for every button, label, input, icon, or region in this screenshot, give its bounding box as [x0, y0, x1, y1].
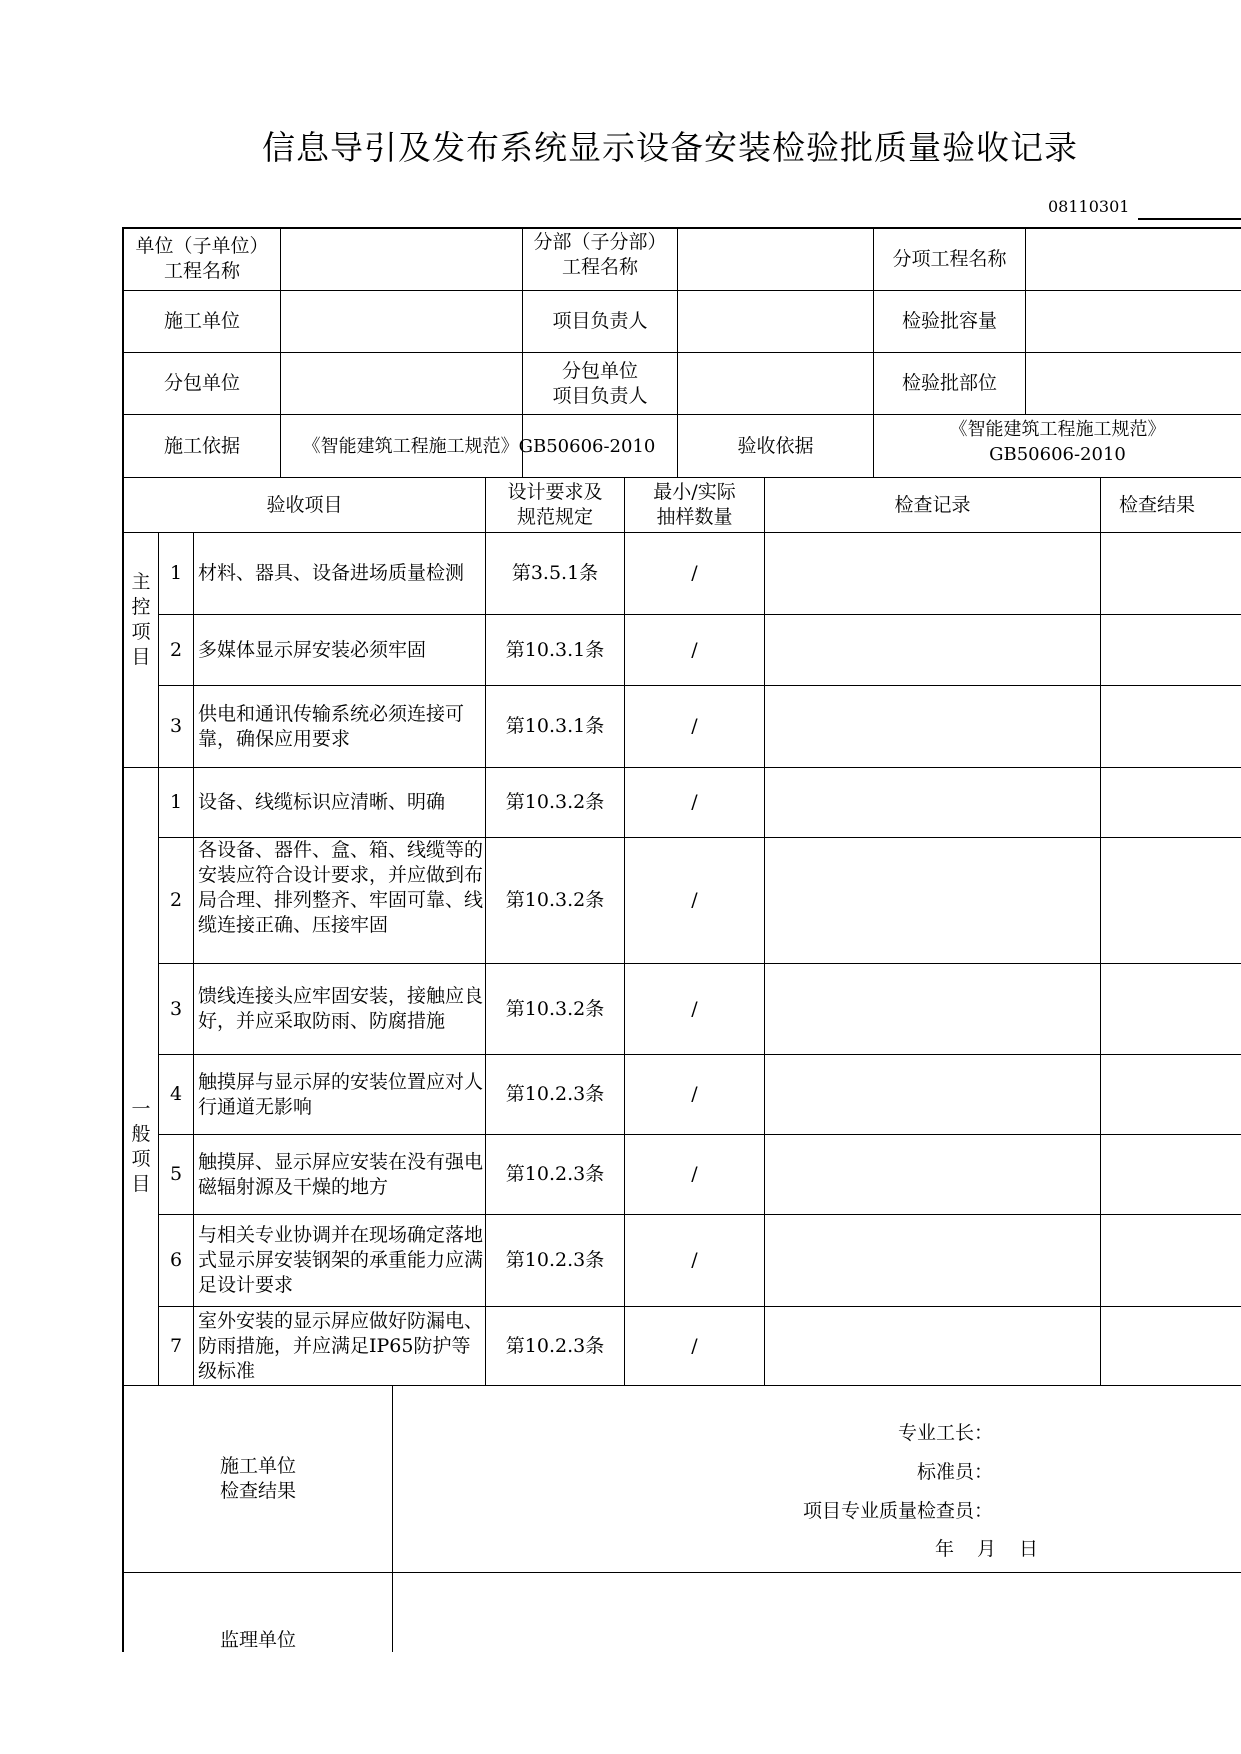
- main-item-1-text: 材料、器具、设备进场质量检测: [198, 562, 465, 584]
- general-item-7-no: 7: [169, 1334, 183, 1357]
- main-item-3-clause: 第10.3.1条: [505, 715, 605, 737]
- main-item-1-result[interactable]: [1101, 533, 1241, 614]
- column-header-item: 验收项目: [266, 493, 343, 516]
- main-item-2-result[interactable]: [1101, 615, 1241, 685]
- general-item-1-sample: /: [691, 791, 698, 813]
- general-item-3-no: 3: [169, 997, 183, 1020]
- general-item-1-clause: 第10.3.2条: [505, 791, 605, 813]
- general-item-2-text: 各设备、器件、盒、箱、线缆等的安装应符合设计要求，并应做到布局合理、排列整齐、牢固可靠、线缆连接正确、压接牢固: [198, 839, 484, 936]
- general-item-7-clause: 第10.2.3条: [505, 1334, 605, 1357]
- general-item-5-clause: 第10.2.3条: [505, 1163, 605, 1185]
- main-item-1-record[interactable]: [765, 533, 1100, 614]
- general-item-6-text: 与相关专业协调并在现场确定落地式显示屏安装钢架的承重能力应满足设计要求: [198, 1224, 484, 1296]
- sub-division-name-label: 分部（子分部） 工程名称: [533, 231, 667, 278]
- general-item-4-record[interactable]: [765, 1055, 1100, 1134]
- project-manager-label: 项目负责人: [552, 310, 648, 332]
- general-item-7-result[interactable]: [1101, 1307, 1241, 1385]
- main-item-2-sample: /: [691, 638, 698, 661]
- acceptance-basis-label: 验收依据: [737, 434, 814, 457]
- acceptance-basis-value: 《智能建筑工程施工规范》 GB50606-2010: [949, 419, 1166, 465]
- unit-project-name-value[interactable]: [281, 228, 522, 290]
- main-item-2-clause: 第10.3.1条: [505, 638, 605, 661]
- sub-manager-label: 分包单位 项目负责人: [552, 359, 648, 407]
- general-item-3-result[interactable]: [1101, 964, 1241, 1054]
- supervision-label: 监理单位: [219, 1628, 296, 1651]
- general-item-1-result[interactable]: [1101, 768, 1241, 837]
- general-item-6-no: 6: [169, 1249, 183, 1271]
- main-item-3-result[interactable]: [1101, 686, 1241, 767]
- batch-location-label: 检验批部位: [901, 372, 997, 394]
- column-header-result: 检查结果: [1119, 493, 1196, 516]
- batch-capacity-value[interactable]: [1026, 291, 1241, 352]
- general-item-5-sample: /: [691, 1163, 698, 1185]
- column-header-design: 设计要求及 规范规定: [507, 481, 603, 528]
- general-item-1-text: 设备、线缆标识应清晰、明确: [198, 791, 446, 813]
- general-item-6-result[interactable]: [1101, 1215, 1241, 1306]
- general-item-2-clause: 第10.3.2条: [505, 889, 605, 911]
- main-item-1-sample: /: [691, 562, 698, 584]
- main-item-1-clause: 第3.5.1条: [511, 562, 599, 584]
- sub-item-name-label: 分项工程名称: [892, 247, 1007, 270]
- date-label: 年 月 日: [934, 1538, 1040, 1560]
- project-manager-value[interactable]: [678, 291, 873, 352]
- general-item-4-sample: /: [691, 1083, 698, 1105]
- general-item-5-no: 5: [169, 1163, 183, 1185]
- form-code: 08110301: [1048, 197, 1130, 216]
- general-item-7-sample: /: [691, 1334, 698, 1357]
- foreman-signature-label: 专业工长：: [897, 1422, 993, 1444]
- page-title: 信息导引及发布系统显示设备安装检验批质量验收记录: [262, 128, 1078, 167]
- sub-item-name-value[interactable]: [1026, 228, 1241, 290]
- general-item-3-sample: /: [691, 997, 698, 1020]
- main-item-2-no: 2: [169, 638, 183, 661]
- main-item-3-sample: /: [691, 715, 698, 737]
- main-control-group-label: 主 控 项 目: [131, 571, 151, 668]
- quality-inspector-signature-label: 项目专业质量检查员：: [802, 1500, 993, 1522]
- general-item-5-record[interactable]: [765, 1135, 1100, 1214]
- general-item-2-no: 2: [169, 889, 183, 911]
- general-item-1-no: 1: [169, 791, 183, 813]
- general-item-3-clause: 第10.3.2条: [505, 997, 605, 1020]
- main-item-3-no: 3: [169, 715, 183, 737]
- main-item-3-record[interactable]: [765, 686, 1100, 767]
- standard-officer-signature-label: 标准员：: [916, 1461, 993, 1483]
- general-item-2-result[interactable]: [1101, 838, 1241, 963]
- general-item-5-result[interactable]: [1101, 1135, 1241, 1214]
- construction-unit-value[interactable]: [281, 291, 522, 352]
- column-header-sample: 最小/实际 抽样数量: [653, 481, 736, 528]
- subcontractor-label: 分包单位: [163, 372, 240, 394]
- general-item-3-record[interactable]: [765, 964, 1100, 1054]
- general-item-6-clause: 第10.2.3条: [505, 1249, 605, 1271]
- construction-basis-label: 施工依据: [163, 434, 240, 457]
- construction-basis-value: 《智能建筑工程施工规范》GB50606-2010: [302, 435, 656, 457]
- general-item-7-text: 室外安装的显示屏应做好防漏电、防雨措施，并应满足IP65防护等级标准: [198, 1309, 484, 1382]
- general-item-2-record[interactable]: [765, 838, 1100, 963]
- general-item-5-text: 触摸屏、显示屏应安装在没有强电磁辐射源及干燥的地方: [198, 1150, 484, 1198]
- batch-location-value[interactable]: [1026, 353, 1241, 414]
- main-item-2-text: 多媒体显示屏安装必须牢固: [198, 638, 427, 661]
- general-item-4-result[interactable]: [1101, 1055, 1241, 1134]
- general-item-4-no: 4: [169, 1083, 183, 1105]
- unit-project-name-label: 单位（子单位） 工程名称: [135, 235, 269, 282]
- general-item-1-record[interactable]: [765, 768, 1100, 837]
- sub-manager-value[interactable]: [678, 353, 873, 414]
- general-item-6-sample: /: [691, 1249, 698, 1271]
- main-item-2-record[interactable]: [765, 615, 1100, 685]
- construction-unit-label: 施工单位: [163, 310, 240, 332]
- subcontractor-value[interactable]: [281, 353, 522, 414]
- general-item-7-record[interactable]: [765, 1307, 1100, 1385]
- general-item-4-text: 触摸屏与显示屏的安装位置应对人行通道无影响: [198, 1070, 484, 1118]
- main-item-1-no: 1: [169, 562, 183, 584]
- general-group-label: 一 般 项 目: [131, 1097, 151, 1195]
- general-item-6-record[interactable]: [765, 1215, 1100, 1306]
- construction-check-label: 施工单位 检查结果: [219, 1455, 296, 1502]
- code-underline: [1138, 218, 1241, 220]
- general-item-4-clause: 第10.2.3条: [505, 1083, 605, 1105]
- batch-capacity-label: 检验批容量: [901, 310, 997, 332]
- general-item-2-sample: /: [691, 889, 698, 911]
- main-item-3-text: 供电和通讯传输系统必须连接可靠，确保应用要求: [198, 702, 465, 750]
- column-header-record: 检查记录: [894, 493, 971, 516]
- sub-division-name-value[interactable]: [678, 228, 873, 290]
- general-item-3-text: 馈线连接头应牢固安装，接触应良好，并应采取防雨、防腐措施: [198, 985, 484, 1032]
